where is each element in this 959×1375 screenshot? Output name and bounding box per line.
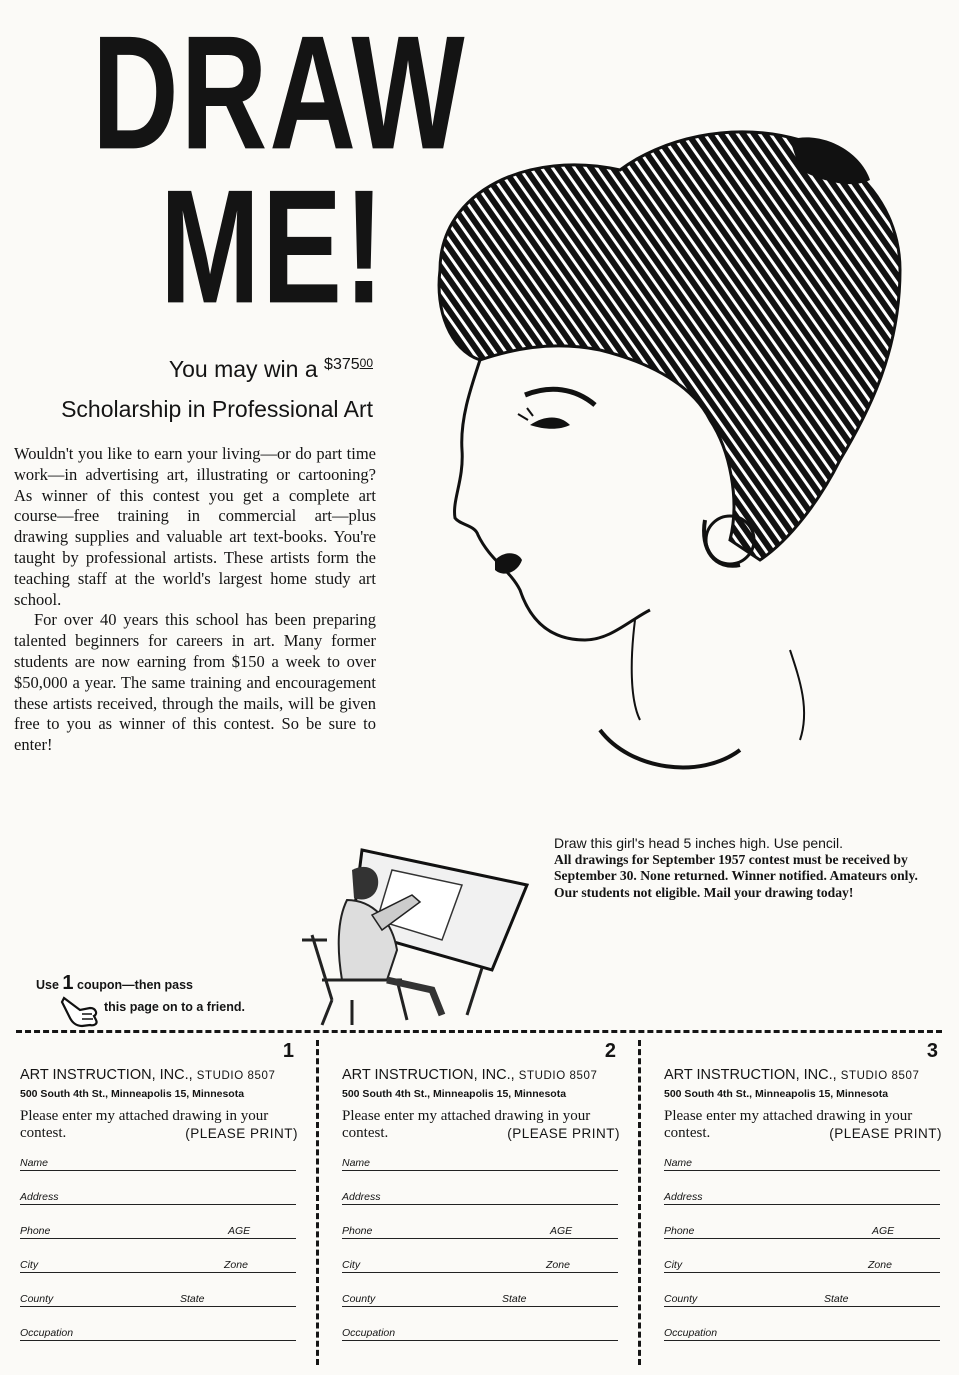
coupon-note: Use 1 coupon—then pass this page on to a friend.	[36, 972, 245, 1014]
city-zone-field[interactable]: City Zone	[664, 1256, 940, 1273]
coupon-3	[664, 1040, 942, 1370]
company-address: 500 South 4th St., Minneapolis 15, Minnesota	[342, 1088, 567, 1100]
coupon-number: 1	[282, 1040, 294, 1062]
entry-request: Please enter my attached drawing in your contest. (PLEASE PRINT)	[20, 1108, 298, 1141]
address-field[interactable]: Address	[664, 1188, 940, 1205]
name-field[interactable]: Name	[664, 1154, 940, 1171]
company-name: ART INSTRUCTION, INC., STUDIO 8507	[20, 1067, 276, 1083]
entry-request: Please enter my attached drawing in your contest. (PLEASE PRINT)	[342, 1108, 620, 1141]
body-paragraph-2: For over 40 years this school has been preparing talented beginners for careers in art. Many former students are now earning from $150 a week to over $50,000 a year. The same training and encouragement these artists received, through the mails, will be given free to you as winner of this contest. So be sure to enter!	[14, 610, 376, 755]
coupon-number: 2	[604, 1040, 616, 1062]
coupon-2	[342, 1040, 620, 1370]
phone-age-field[interactable]: Phone AGE	[342, 1222, 618, 1239]
county-state-field[interactable]: County State	[20, 1290, 296, 1307]
girl-head-illustration	[400, 120, 940, 840]
county-state-field[interactable]: County State	[664, 1290, 940, 1307]
coupon-number: 3	[926, 1040, 938, 1062]
name-field[interactable]: Name	[20, 1154, 296, 1171]
coupon-divider-1	[316, 1040, 319, 1365]
company-address: 500 South 4th St., Minneapolis 15, Minnesota	[664, 1088, 889, 1100]
contest-rules	[554, 835, 939, 901]
company-name: ART INSTRUCTION, INC., STUDIO 8507	[342, 1067, 598, 1083]
occupation-field[interactable]: Occupation	[20, 1324, 296, 1341]
address-field[interactable]: Address	[20, 1188, 296, 1205]
company-address: 500 South 4th St., Minneapolis 15, Minnesota	[20, 1088, 245, 1100]
entry-request: Please enter my attached drawing in your contest. (PLEASE PRINT)	[664, 1108, 942, 1141]
city-zone-field[interactable]: City Zone	[20, 1256, 296, 1273]
artist-at-drawing-board-illustration	[292, 840, 542, 1030]
county-state-field[interactable]: County State	[342, 1290, 618, 1307]
body-copy	[14, 444, 376, 756]
rules-line-1: Draw this girl's head 5 inches high. Use pencil.	[554, 835, 844, 851]
company-name: ART INSTRUCTION, INC., STUDIO 8507	[664, 1067, 920, 1083]
prize-line-2: Scholarship in Professional Art	[61, 396, 373, 422]
headline-draw: DRAW	[92, 2, 467, 184]
coupon-1	[20, 1040, 298, 1370]
prize-amount: $37500	[324, 356, 373, 373]
city-zone-field[interactable]: City Zone	[342, 1256, 618, 1273]
body-paragraph-1: Wouldn't you like to earn your living—or do part time work—in advertising art, illustrating or cartooning? As winner of this contest you get a complete art course—free training in commercial art—plus drawing supplies and valuable art text-books. You're taught by professional artists. These artists form the teaching staff at the world's largest home study art school.	[14, 444, 376, 609]
address-field[interactable]: Address	[342, 1188, 618, 1205]
headline-me: ME!	[160, 156, 386, 338]
occupation-field[interactable]: Occupation	[342, 1324, 618, 1341]
pointing-hand-icon	[60, 994, 102, 1030]
coupon-divider-2	[638, 1040, 641, 1365]
occupation-field[interactable]: Occupation	[664, 1324, 940, 1341]
phone-age-field[interactable]: Phone AGE	[20, 1222, 296, 1239]
phone-age-field[interactable]: Phone AGE	[664, 1222, 940, 1239]
prize-line-1: You may win a $^{\$37500}$	[168, 356, 373, 382]
rules-rest: All drawings for September 1957 contest must be received by September 30. None returned. Winner notified. Amateurs only. Our students not eligible. Mail your drawing today!	[554, 851, 918, 900]
coupon-cut-line	[16, 1030, 942, 1033]
name-field[interactable]: Name	[342, 1154, 618, 1171]
